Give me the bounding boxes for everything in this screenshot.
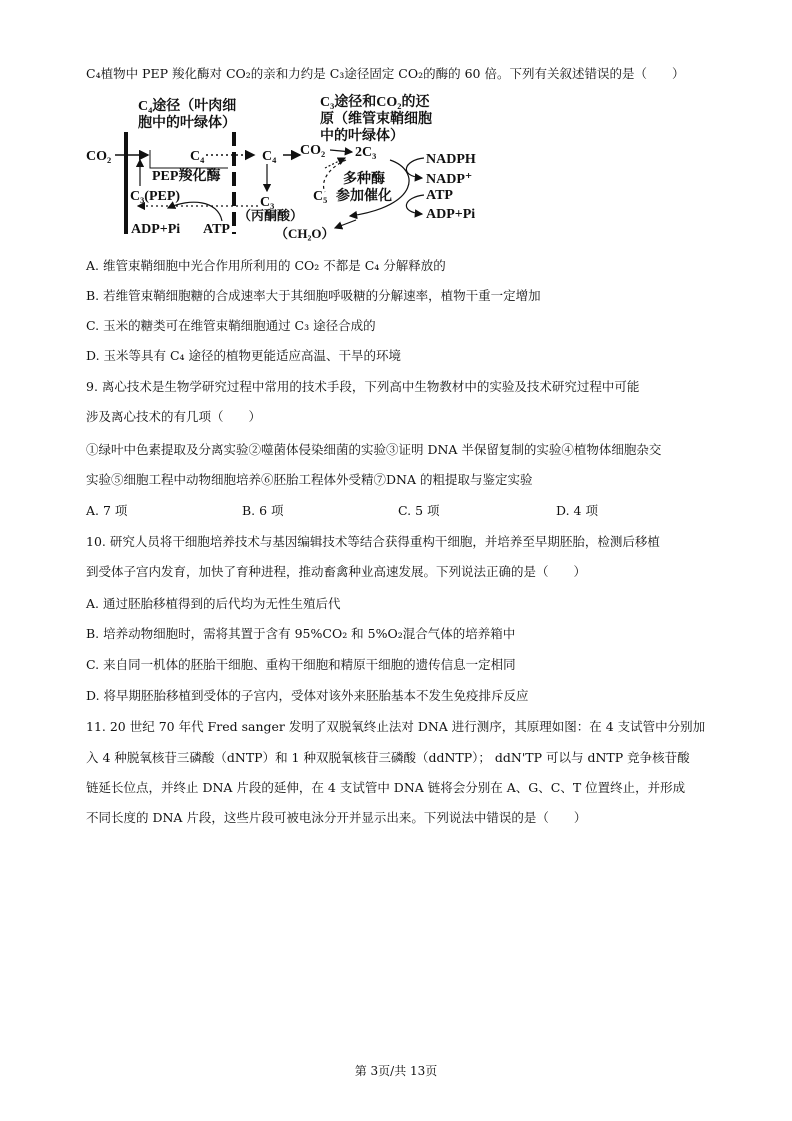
q10-option-b: B. 培养动物细胞时，需将其置于含有 95%CO₂ 和 5%O₂混合气体的培养箱中 — [86, 626, 516, 641]
co2-left: CO₂ — [86, 149, 112, 164]
q8-option-c: C. 玉米的糖类可在维管束鞘细胞通过 C₃ 途径合成的 — [86, 318, 376, 333]
q9-items-line1: ①绿叶中色素提取及分离实验②噬菌体侵染细菌的实验③证明 DNA 半保留复制的实验④植物体细胞杂交 — [86, 442, 662, 457]
page-footer: 第 3页/共 13页 — [354, 1064, 438, 1078]
q10-option-d: D. 将早期胚胎移植到受体的子宫内，受体对该外来胚胎基本不发生免疫排斥反应 — [86, 688, 529, 703]
atp-right: ATP — [426, 188, 453, 203]
q11-line1: 11. 20 世纪 70 年代 Fred sanger 发明了双脱氧终止法对 DNA 进行测序，其原理如图：在 4 支试管中分别加 — [86, 719, 706, 734]
q8-option-a: A. 维管束鞘细胞中光合作用所利用的 CO₂ 不都是 C₄ 分解释放的 — [86, 258, 446, 273]
q8-stem: C₄植物中 PEP 羧化酶对 CO₂的亲和力约是 C₃途径固定 CO₂的酶的 60 倍。下列有关叙述错误的是（ ） — [86, 66, 685, 81]
q10-option-a: A. 通过胚胎移植得到的后代均为无性生殖后代 — [86, 596, 341, 611]
c4-a: C₄ — [190, 149, 205, 164]
co2-right: CO₂ — [300, 143, 326, 158]
c4-b: C₄ — [262, 149, 277, 164]
adp-pi-right: ADP+Pi — [426, 207, 476, 222]
q9-items-line2: 实验⑤细胞工程中动物细胞培养⑥胚胎工程体外受精⑦DNA 的粗提取与鉴定实验 — [86, 472, 533, 487]
c4-title-line1: C₄途径（叶肉细 — [138, 99, 237, 114]
q9-option-a: A. 7 项 — [86, 503, 128, 518]
q11-line3: 链延长位点，并终止 DNA 片段的延伸，在 4 支试管中 DNA 链将会分别在 A、G、C、T 位置终止，并形成 — [86, 780, 686, 795]
q8-option-d: D. 玉米等具有 C₄ 途径的植物更能适应高温、干旱的环境 — [86, 348, 402, 363]
q10-stem-line1: 10. 研究人员将干细胞培养技术与基因编辑技术等结合获得重构干细胞，并培养至早期胚胎，检测后移植 — [86, 534, 660, 549]
c3-title-line3: 中的叶绿体） — [320, 129, 404, 144]
q8-option-b: B. 若维管束鞘细胞糖的合成速率大于其细胞呼吸糖的分解速率，植物干重一定增加 — [86, 288, 541, 303]
ch2o: （CH₂O） — [275, 226, 335, 241]
q9-option-d: D. 4 项 — [556, 503, 598, 518]
adp-pi-left: ADP+Pi — [131, 222, 181, 237]
nadph: NADPH — [426, 152, 476, 167]
c4-title-line2: 胞中的叶绿体） — [138, 116, 236, 131]
q11-line4: 不同长度的 DNA 片段，这些片段可被电泳分开并显示出来。下列说法中错误的是（ ） — [86, 810, 587, 825]
atp-left: ATP — [203, 222, 230, 237]
c3-title-line1: C₃途径和CO₂的还 — [320, 95, 430, 110]
q9-stem-line2: 涉及离心技术的有几项（ ） — [86, 409, 262, 424]
q9-stem-line1: 9. 离心技术是生物学研究过程中常用的技术手段，下列高中生物教材中的实验及技术研究过程中可能 — [86, 379, 640, 394]
c5: C₅ — [313, 189, 328, 204]
nadp: NADP⁺ — [426, 172, 473, 187]
two-c3: 2C₃ — [355, 145, 377, 160]
q10-option-c: C. 来自同一机体的胚胎干细胞、重构干细胞和精原干细胞的遗传信息一定相同 — [86, 657, 516, 672]
pyruvate-label: （丙酮酸） — [238, 208, 304, 223]
q9-option-c: C. 5 项 — [398, 503, 440, 518]
c3-pyruvate: C₃ — [260, 195, 275, 210]
c4-pathway-diagram — [0, 88, 792, 258]
q9-option-b: B. 6 项 — [242, 503, 284, 518]
c3-title-line2: 原（维管束鞘细胞 — [320, 112, 432, 127]
q11-line2: 入 4 种脱氧核苷三磷酸（dNTP）和 1 种双脱氧核苷三磷酸（ddNTP）； ddN'TP 可以与 dNTP 竞争核苷酸 — [86, 750, 690, 765]
pep-enzyme: PEP羧化酶 — [152, 169, 221, 184]
c3-pep: C₃(PEP) — [130, 189, 181, 204]
multi-enzyme-l2: 参加催化 — [336, 189, 392, 204]
multi-enzyme-l1: 多种酶 — [343, 172, 385, 187]
q10-stem-line2: 到受体子宫内发育，加快了育种进程，推动畜禽种业高速发展。下列说法正确的是（ ） — [86, 564, 587, 579]
